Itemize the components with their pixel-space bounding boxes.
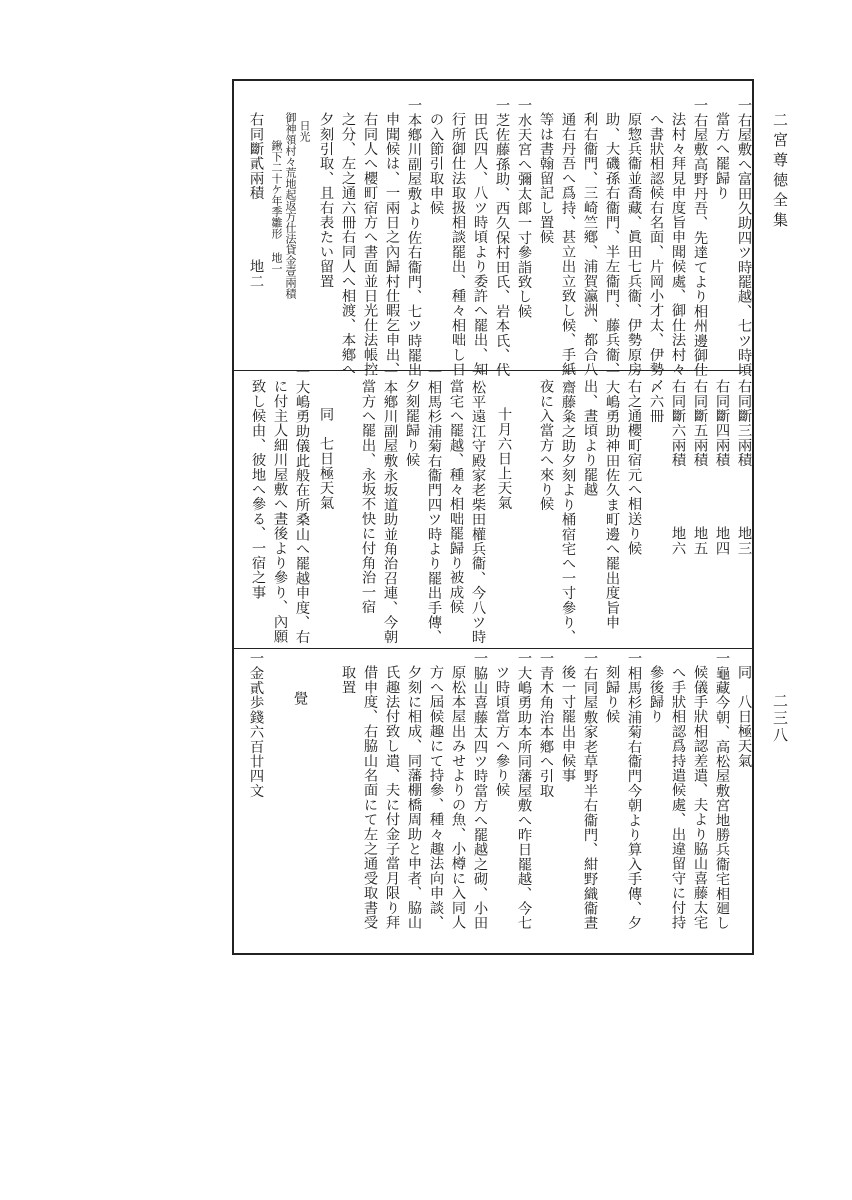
text-column: 右同斷五兩積 地五	[692, 379, 708, 556]
text-column: 申聞候は、一兩日之內歸村仕暇乞申出、	[384, 112, 400, 377]
text-column: に付主人細川屋敷へ晝後より參り、內願	[272, 379, 288, 644]
text-column: 一大嶋勇助儀此般在所桑山へ罷越申度、右	[294, 365, 310, 645]
text-column: 一右同屋敷家老草野半右衞門、紺野織衞晝	[582, 651, 598, 931]
text-column: ツ時頃當方へ參り候	[494, 665, 510, 798]
text-column: 右之通櫻町宿元へ相送り候	[626, 379, 642, 556]
text-column: の入節引取申候	[428, 112, 444, 215]
text-column: 行所御仕法取扱相談罷出、種々相咄し日	[450, 112, 466, 377]
book-title: 二宮尊徳全集	[771, 112, 789, 232]
text-column: 十月六日上天氣	[496, 407, 512, 510]
text-column: 夜に入當方へ來り候	[538, 379, 554, 512]
band-middle	[234, 365, 752, 649]
text-column: 一金貳歩錢六百廿四文	[248, 651, 264, 798]
text-column: 之分、左之通六冊右同人へ相渡、本鄕へ	[340, 112, 356, 377]
text-column: 通右丹吾へ爲持、甚立出立致し候、手紙	[560, 112, 576, 377]
text-column: 刻歸り候	[604, 665, 620, 724]
text-column: 一龜藏今朝、高松屋敷宮地勝兵衞宅相廻し	[714, 651, 730, 931]
band-bottom	[234, 648, 752, 954]
text-column: 夕刻罷歸り候	[404, 379, 420, 468]
text-column: 法村々拜見申度旨申聞候處、御仕法村々	[670, 112, 686, 377]
text-column: 當方へ罷歸り	[714, 112, 730, 201]
text-column: 右同人へ櫻町宿方へ書面並日光仕法帳控	[362, 112, 378, 377]
text-column: 一青木角治本鄕へ引取	[538, 651, 554, 798]
text-column: へ書狀相認候右名面、片岡小才太、伊勢	[648, 112, 664, 377]
text-column: 覺	[292, 691, 308, 706]
text-column: 一相馬杉浦菊右衞門四ツ時より罷出手傳、	[426, 365, 442, 645]
text-column: 當宅へ罷越、種々相咄罷歸り被成候	[448, 379, 464, 615]
text-column: 一本鄕川副屋敷永坂道助並角治召連、今朝	[382, 365, 398, 645]
band-top	[234, 81, 752, 378]
text-column: へ手狀相認爲持遣候處、出違留守に付持	[670, 665, 686, 930]
text-column: 參後歸り	[648, 665, 664, 724]
text-column: 原惣兵衞並喬藏、眞田七兵衞、伊勢原房	[626, 112, 642, 377]
text-column: 御神領村々荒地起返方仕法貸金壹兩積	[284, 112, 297, 299]
text-column: 右同斷四兩積 地四	[714, 379, 730, 556]
text-column: 一齋藤粂之助夕刻より桶宿宅へ一寸參り、	[560, 365, 576, 645]
text-column: 助、大磯孫右衞門、半左衞門、藤兵衞、	[604, 112, 620, 377]
text-column: 等は書翰留記し置候	[538, 112, 554, 245]
text-column: 日光	[298, 120, 311, 142]
text-column: 致し候由、彼地へ參る、一宿之事	[250, 379, 266, 600]
text-column: 利右衞門、三崎竺鄕、浦賀瀛洲、都合八	[582, 112, 598, 377]
text-column: 田氏四人、八ツ時頃より委許へ罷出、知	[472, 112, 488, 377]
text-column: 一右屋敷へ富田久助四ツ時罷越、七ツ時頃	[736, 98, 752, 378]
text-column: 同 八日極天氣	[736, 665, 752, 768]
text-column: 鍬下二十ケ年季雛形 地一	[270, 140, 283, 274]
text-frame	[232, 79, 754, 955]
text-column: 一脇山喜藤太四ツ時當方へ罷越之砌、小田	[472, 651, 488, 931]
text-column: 同 七日極天氣	[318, 407, 334, 510]
text-column: 右同斷貳兩積 地二	[248, 112, 264, 289]
text-column: 一松平遠江守殿家老柴田權兵衞、今八ツ時	[470, 365, 486, 645]
text-column: 夕刻に相成、同藩棚橋周助と申者、脇山	[406, 665, 422, 930]
text-column: 一芝佐藤孫助、西久保村田氏、岩本氏、代	[494, 98, 510, 378]
text-column: 一大嶋勇助本所同藩屋敷へ昨日罷越、今七	[516, 651, 532, 931]
text-column: 借申度、右脇山名面にて左之通受取書受	[362, 665, 378, 930]
text-column: 右同斷六兩積 地六	[670, 379, 686, 556]
text-column: 夕刻引取、且右表たい留置	[318, 112, 334, 289]
text-column: 一水天宮へ彌太郞一寸參詣致し候	[516, 98, 532, 319]
text-column: 當方へ罷出、永坂不快に付角治一宿	[360, 379, 376, 615]
text-column: 一本鄕川副屋敷より佐右衞門、七ツ時罷出	[406, 98, 422, 378]
text-column: 取置	[340, 665, 356, 695]
text-column: 方へ屆候趣にて持參、種々趣法向申談、	[428, 665, 444, 930]
text-column: 右同斷三兩積 地三	[736, 379, 752, 556]
text-column: 一大嶋勇助神田佐久ま町邊へ罷出度旨申	[604, 365, 620, 630]
text-column: 一右屋敷高野丹吾、先達てより相州邊御仕	[692, 98, 708, 378]
text-column: 氏趣法付致し遣、夫に付金子當月限り拜	[384, 665, 400, 930]
page-number: 二三八	[771, 693, 789, 744]
text-column: 出、晝頃より罷越	[582, 379, 598, 497]
text-column: 後一寸罷出申候事	[560, 665, 576, 783]
text-column: 一相馬杉浦菊右衞門今朝より算入手傳、夕	[626, 651, 642, 931]
text-column: 候儀手狀相認差遣、夫より脇山喜藤太宅	[692, 665, 708, 930]
text-column: 原松本屋出みせよりの魚、小樽に入同人	[450, 665, 466, 930]
text-column: 〆六冊	[648, 379, 664, 424]
